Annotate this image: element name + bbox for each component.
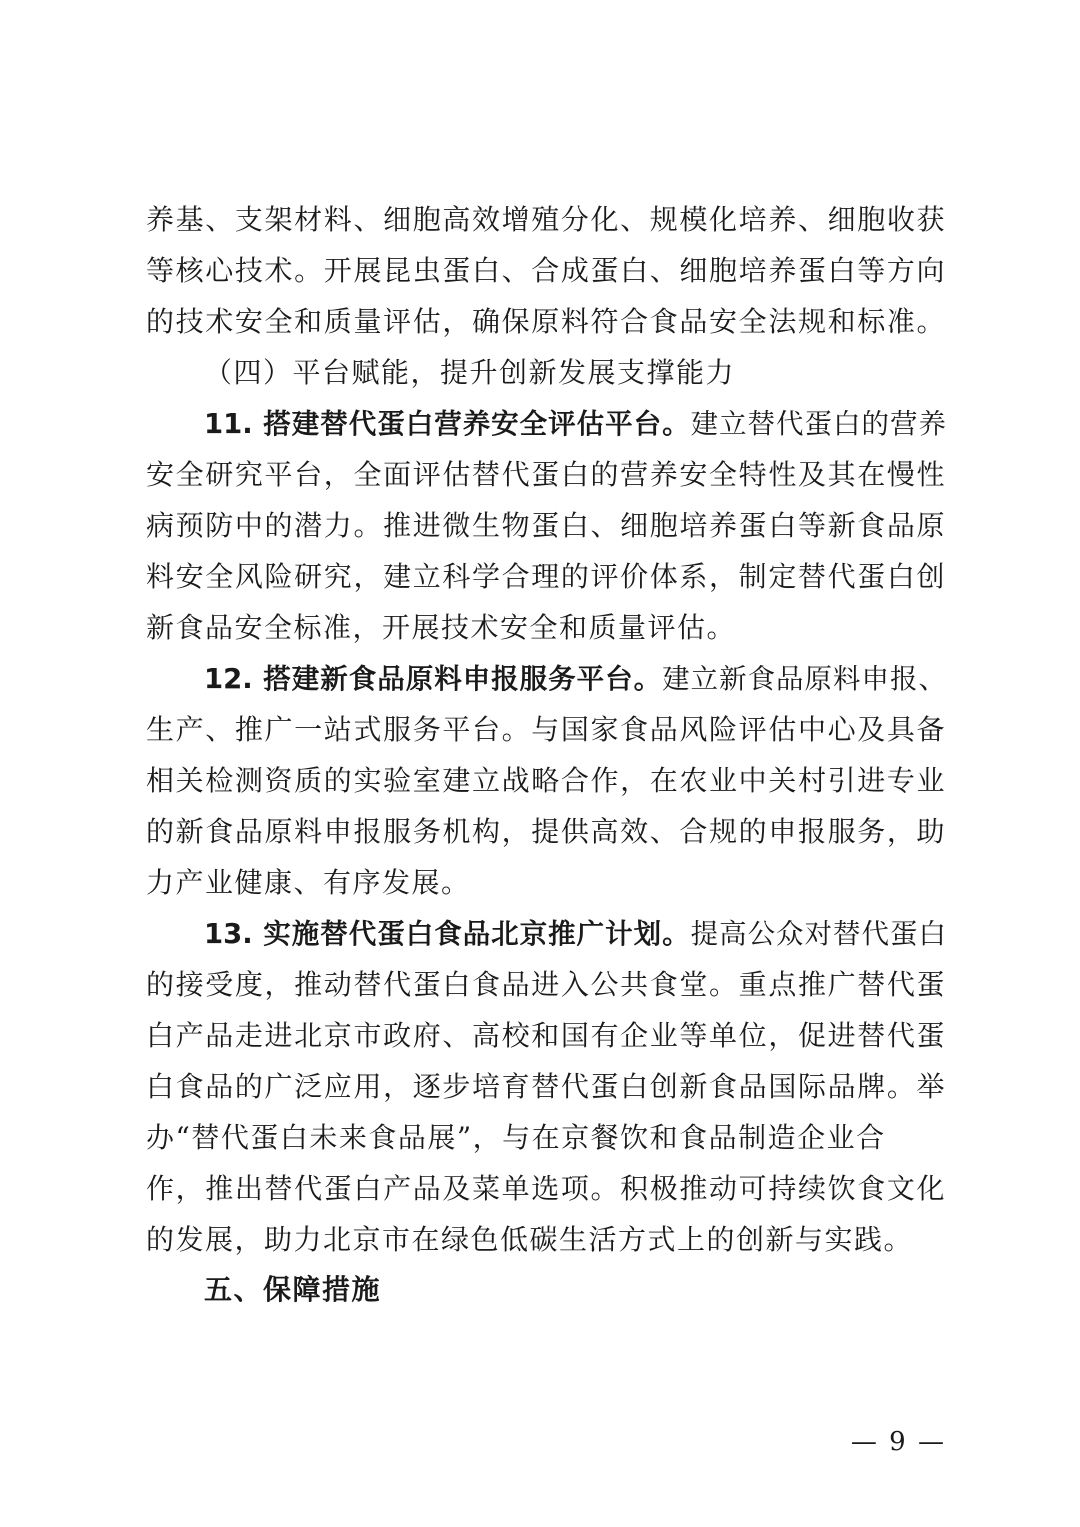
item-13-first-line (204, 914, 946, 954)
text-line: 病预防中的潜力。推进微生物蛋白、细胞培养蛋白等新食品原 (146, 509, 946, 542)
text-line: 的技术安全和质量评估，确保原料符合食品安全法规和标准。 (146, 305, 946, 338)
item-12-title: 12. 搭建新食品原料申报服务平台。 (204, 663, 663, 695)
text-line: 白产品走进北京市政府、高校和国有企业等单位，促进替代蛋 (146, 1019, 946, 1052)
item-12-text: 建立新食品原料申报、 (662, 663, 946, 695)
item-11-title: 11. 搭建替代蛋白营养安全评估平台。 (204, 408, 691, 440)
section-heading: 五、保障措施 (204, 1273, 382, 1306)
text-line: 的接受度，推动替代蛋白食品进入公共食堂。重点推广替代蛋 (146, 968, 946, 1001)
text-line: 料安全风险研究，建立科学合理的评价体系，制定替代蛋白创 (146, 560, 946, 593)
text-line: 相关检测资质的实验室建立战略合作，在农业中关村引进专业 (146, 764, 946, 797)
text-line: 生产、推广一站式服务平台。与国家食品风险评估中心及具备 (146, 713, 946, 746)
text-line: 力产业健康、有序发展。 (146, 866, 471, 899)
text-line: 新食品安全标准，开展技术安全和质量评估。 (146, 611, 737, 644)
item-12-first-line (204, 659, 946, 699)
text-line: 等核心技术。开展昆虫蛋白、合成蛋白、细胞培养蛋白等方向 (146, 254, 946, 287)
text-line: 养基、支架材料、细胞高效增殖分化、规模化培养、细胞收获 (146, 203, 946, 236)
item-11-first-line (204, 404, 946, 444)
section-heading: （四）平台赋能，提升创新发展支撑能力 (204, 356, 736, 389)
text-line: 安全研究平台，全面评估替代蛋白的营养安全特性及其在慢性 (146, 458, 946, 491)
text-line: 的新食品原料申报服务机构，提供高效、合规的申报服务，助 (146, 815, 946, 848)
text-line: 作，推出替代蛋白产品及菜单选项。积极推动可持续饮食文化 (146, 1172, 946, 1205)
text-line: 办“替代蛋白未来食品展”，与在京餐饮和食品制造企业合 (146, 1121, 886, 1154)
page-number: — 9 — (850, 1427, 946, 1457)
item-11-text: 建立替代蛋白的营养 (690, 408, 946, 440)
item-13-text: 提高公众对替代蛋白 (690, 918, 946, 950)
text-line: 的发展，助力北京市在绿色低碳生活方式上的创新与实践。 (146, 1223, 914, 1256)
text-line: 白食品的广泛应用，逐步培育替代蛋白创新食品国际品牌。举 (146, 1070, 946, 1103)
item-13-title: 13. 实施替代蛋白食品北京推广计划。 (204, 918, 691, 950)
